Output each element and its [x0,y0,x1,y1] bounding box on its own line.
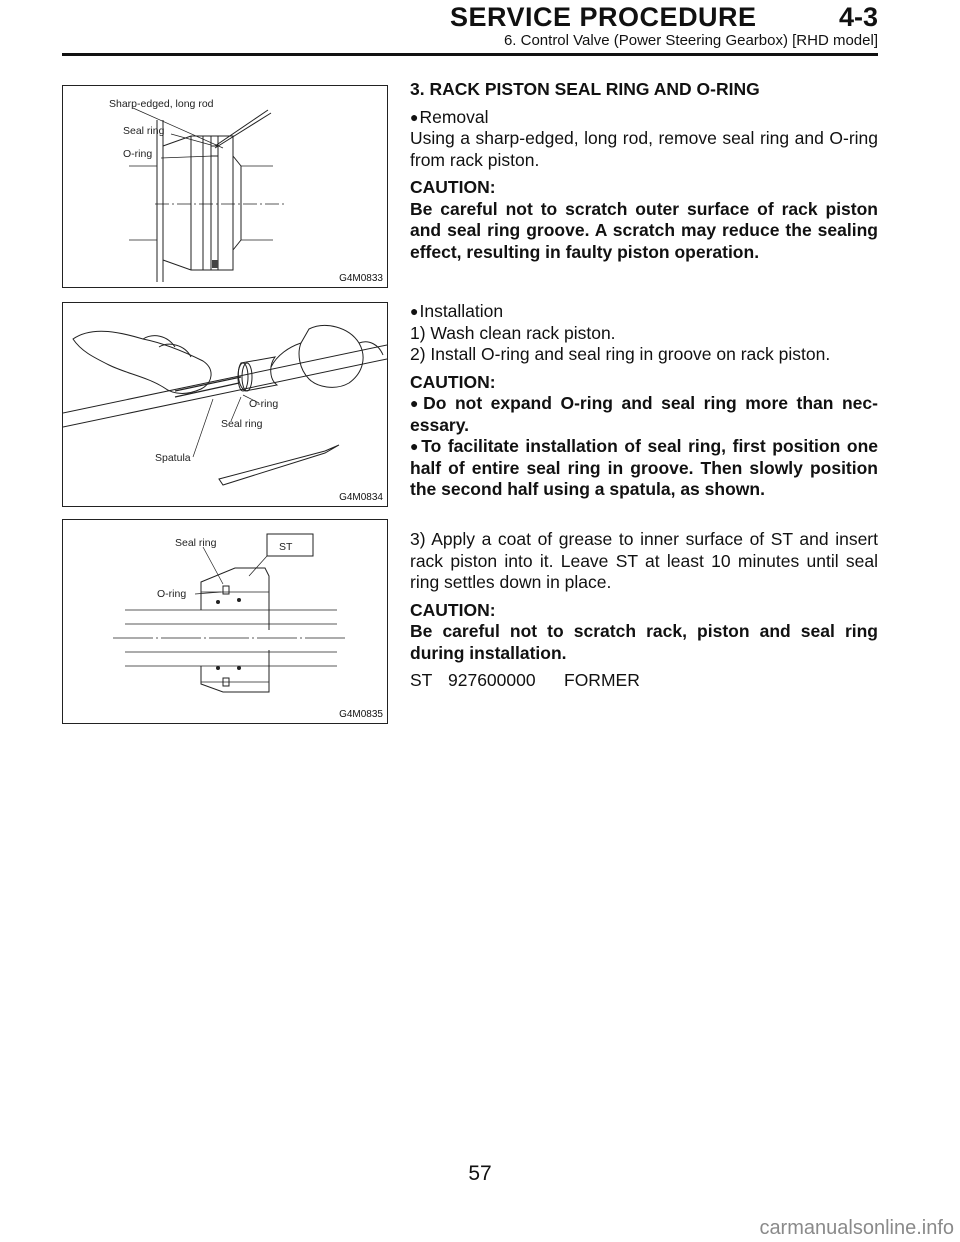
installation-label: Installation [419,301,504,321]
removal-label: Removal [419,106,489,127]
installation-step-1: 1) Wash clean rack piston. [410,322,616,343]
figure-label-spatula: Spatula [155,452,191,464]
watermark[interactable]: carmanualsonline.info [759,1217,954,1239]
figure-code: G4M0835 [339,709,383,720]
caution-label: CAUTION: [410,371,496,392]
removal-text: Using a sharp-edged, long rod, remove seal ring and O-ring from rack piston. [410,128,878,170]
figure-label-seal-ring: Seal ring [123,125,165,137]
caution-item-2: To facilitate installation of seal ring, first position one half of entire seal ring in groove. Then slowly position the second half using a spatula, as shown. [410,436,878,499]
figure-label-st: ST [279,541,293,553]
figure-label-o-ring: O-ring [249,398,279,410]
bullet-icon: ● [410,108,419,125]
st-name: FORMER [564,670,640,690]
bullet-icon: ● [410,303,419,319]
header-rule [62,53,878,56]
section-installation [410,301,878,507]
figure-label-o-ring: O-ring [157,588,187,600]
st-number: 927600000 [448,670,536,690]
st-former-illustration [63,520,387,723]
figure-label-rod: Sharp-edged, long rod [109,98,214,110]
page-title: SERVICE PROCEDURE [450,2,757,32]
figure-code: G4M0834 [339,492,383,503]
figure-st-former [62,519,388,724]
section-st-insertion [410,529,878,698]
figure-seal-ring-installation [62,302,388,507]
section-number: 4-3 [838,2,878,32]
bullet-icon: ● [410,395,423,411]
special-tool-line [410,670,878,692]
figure-label-seal-ring: Seal ring [221,418,263,430]
caution-text: Be careful not to scratch rack, piston and seal ring during installation. [410,621,878,663]
caution-item-1: Do not expand O-ring and seal ring more than necessary. [410,393,878,435]
section-removal [410,79,878,269]
figure-code: G4M0833 [339,273,383,284]
section-heading: 3. RACK PISTON SEAL RING AND O-RING [410,79,760,99]
bullet-icon: ● [410,438,421,454]
seal-ring-installation-illustration [63,303,387,506]
page-number: 57 [468,1162,492,1185]
figure-label-o-ring: O-ring [123,148,153,160]
st-label: ST [410,670,433,690]
page-subtitle: 6. Control Valve (Power Steering Gearbox) [RHD model] [503,32,878,49]
installation-step-2: 2) Install O-ring and seal ring in groove on rack piston. [410,344,831,364]
caution-text: Be careful not to scratch outer surface of rack piston and seal ring groove. A scratch may reduce the sealing effect, resulting in faulty piston operation. [410,198,878,262]
figure-label-seal-ring: Seal ring [175,537,217,549]
figure-seal-ring-removal [62,85,388,288]
installation-step-3: 3) Apply a coat of grease to inner surface of ST and insert rack piston into it. Leave ST at least 10 minutes until seal ring settles down in place. [410,529,878,592]
caution-label: CAUTION: [410,599,496,620]
seal-ring-removal-illustration [63,86,387,287]
caution-label: CAUTION: [410,177,496,197]
